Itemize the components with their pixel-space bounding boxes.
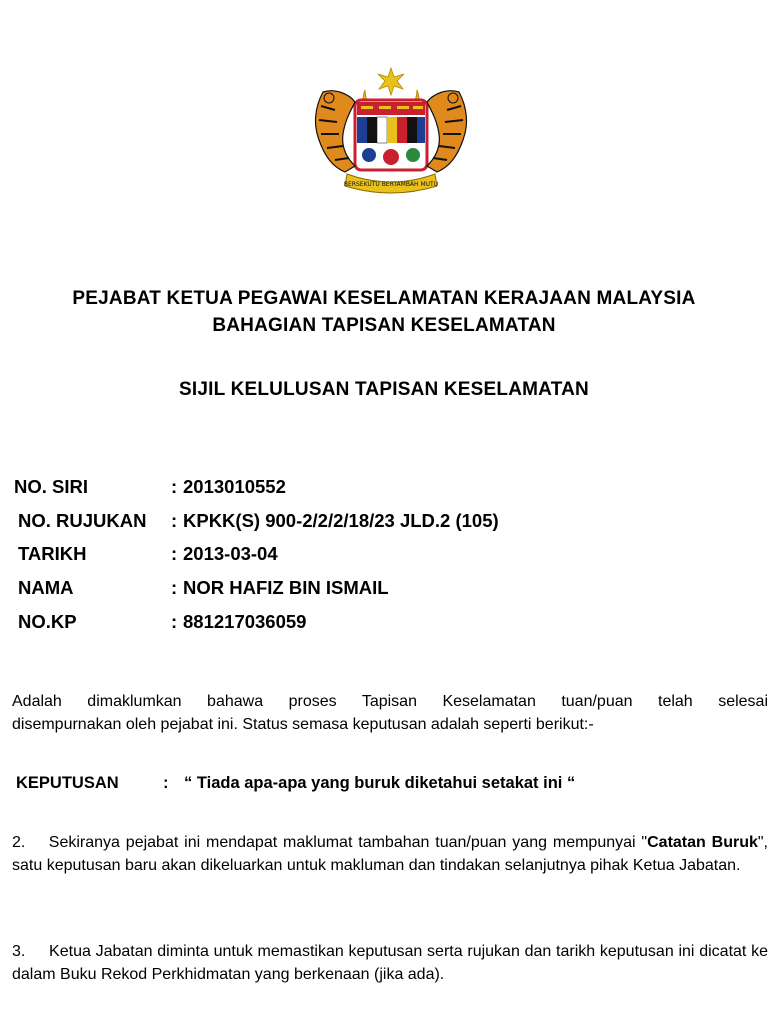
decision-colon: : <box>163 774 169 792</box>
decision-value: “ Tiada apa-apa yang buruk diketahui setakat ini “ <box>184 774 576 792</box>
field-value: 2013010552 <box>183 476 286 497</box>
division-name-heading: BAHAGIAN TAPISAN KESELAMATAN <box>212 315 556 336</box>
field-label: TARIKH <box>18 543 87 564</box>
paragraph-2 <box>12 831 768 877</box>
field-row-serial-no <box>0 476 768 502</box>
paragraph-3-text: 3. Ketua Jabatan diminta untuk memastikan keputusan serta rujukan dan tarikh keputusan ini dicatat ke dalam Buku Rekod Perkhidmatan yang berkenaan (jika ada). <box>12 943 768 983</box>
field-colon: : <box>171 476 178 497</box>
field-row-name <box>0 577 768 603</box>
field-colon: : <box>171 510 178 531</box>
paragraph-2-text-before: 2. Sekiranya pejabat ini mendapat maklumat tambahan tuan/puan yang mempunyai " <box>12 834 648 851</box>
paragraph-3 <box>12 940 768 986</box>
field-label: NO. SIRI <box>14 476 89 497</box>
malaysia-coat-of-arms-icon <box>305 62 477 194</box>
emblem-motto: BERSEKUTU BERTAMBAH MUTU <box>343 181 439 188</box>
field-value: 881217036059 <box>183 611 307 632</box>
office-name-heading: PEJABAT KETUA PEGAWAI KESELAMATAN KERAJAAN MALAYSIA <box>72 288 696 309</box>
paragraph-2-text-after: ", satu keputusan baru akan dikeluarkan untuk makluman dan tindakan selanjutnya pihak Ketua Jabatan. <box>12 834 768 874</box>
decision-label: KEPUTUSAN <box>16 774 119 792</box>
field-value: KPKK(S) 900-2/2/2/18/23 JLD.2 (105) <box>183 510 499 531</box>
field-value: 2013-03-04 <box>183 543 278 564</box>
field-colon: : <box>171 577 178 598</box>
notification-paragraph <box>12 690 768 736</box>
certificate-title: SIJIL KELULUSAN TAPISAN KESELAMATAN <box>179 379 589 400</box>
paragraph-2-bold-text: Catatan Buruk <box>647 834 758 851</box>
paragraph-line: Adalah dimaklumkan bahawa proses Tapisan Keselamatan tuan/puan telah selesai <box>12 693 768 710</box>
field-row-ic-no <box>0 611 768 637</box>
field-value: NOR HAFIZ BIN ISMAIL <box>183 577 389 598</box>
field-row-date <box>0 543 768 569</box>
paragraph-line: disempurnakan oleh pejabat ini. Status semasa keputusan adalah seperti berikut:- <box>12 716 594 733</box>
field-label: NAMA <box>18 577 74 598</box>
field-colon: : <box>171 611 178 632</box>
field-row-reference-no <box>0 510 768 536</box>
field-colon: : <box>171 543 178 564</box>
field-label: NO.KP <box>18 611 77 632</box>
field-label: NO. RUJUKAN <box>18 510 147 531</box>
